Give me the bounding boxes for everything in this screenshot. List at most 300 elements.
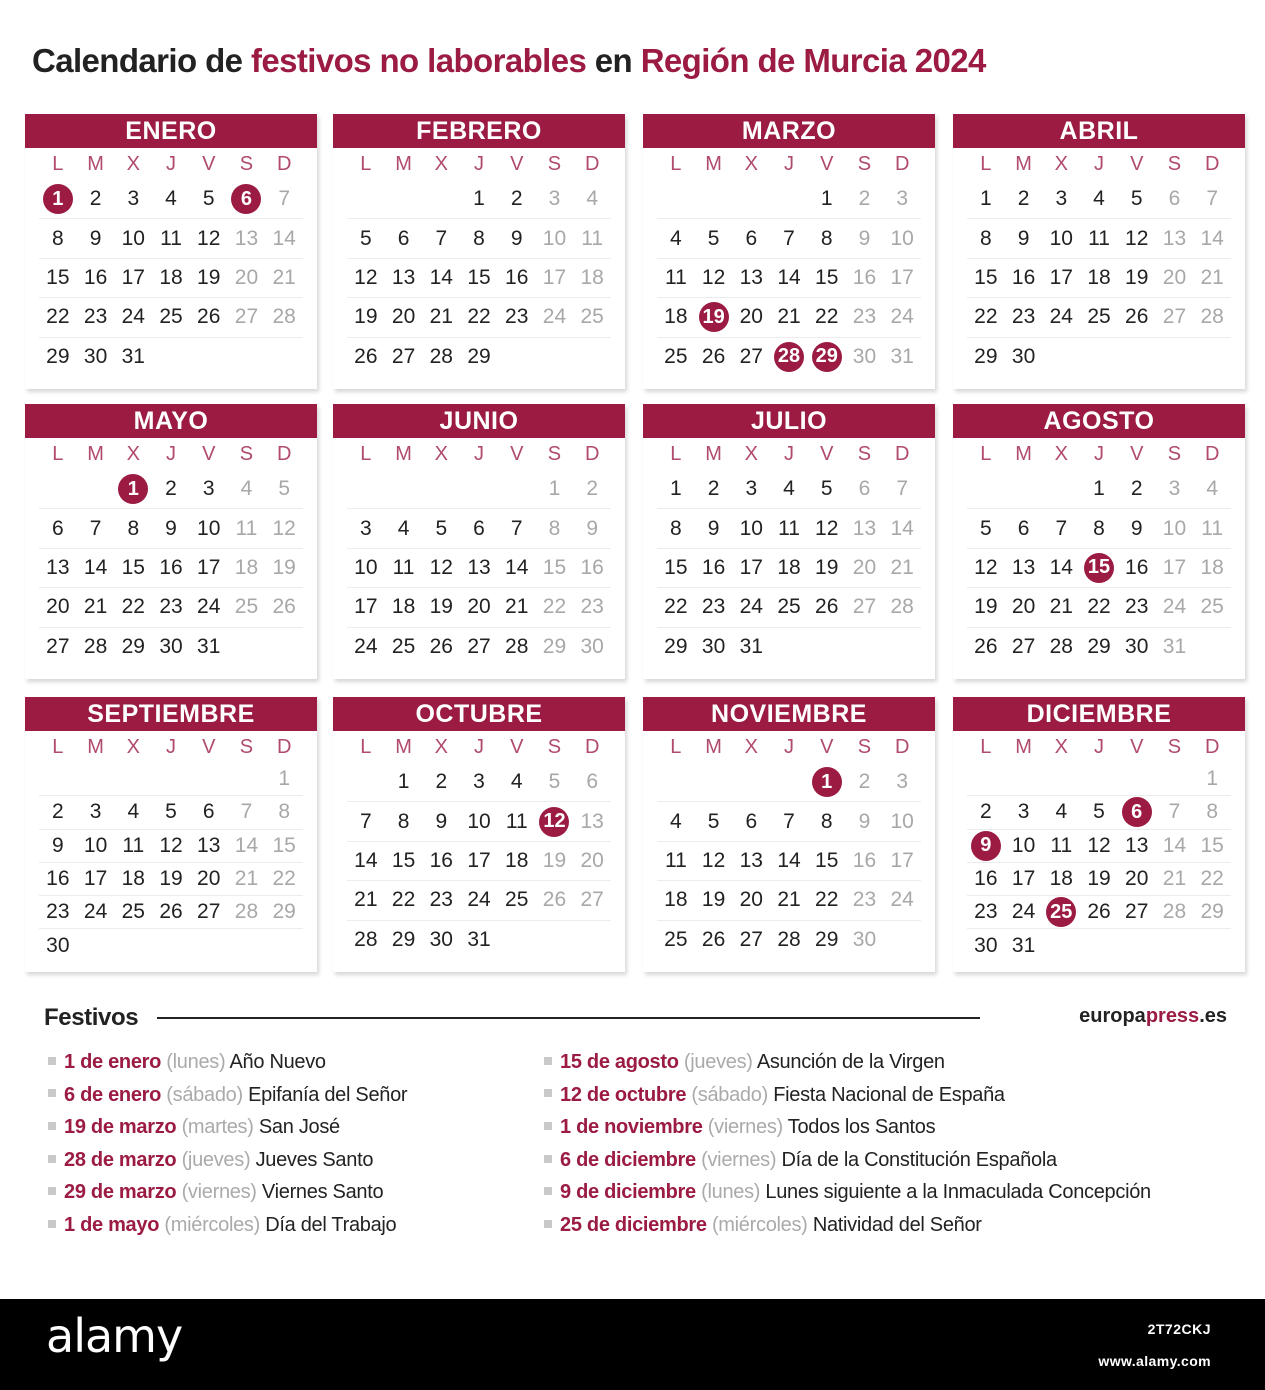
weekday-label: L [52,736,64,758]
empty-cell [1042,338,1080,376]
day-cell: 10 [467,809,491,833]
empty-cell [190,929,228,961]
empty-cell [228,763,266,795]
day-cell: 4 [510,770,523,794]
bullet-square-icon [544,1057,552,1065]
day-cell: 16 [159,555,183,579]
holiday-day [536,802,574,840]
weekday-label: V [820,736,834,758]
day-cell: 19 [701,888,726,912]
day-cell: 8 [670,516,682,540]
day-cell: 16 [974,867,998,891]
day-cell: 4 [397,516,410,540]
day-cell: 16 [580,555,604,579]
empty-cell [883,921,921,959]
holiday-date: 6 de diciembre [560,1148,696,1171]
bullet-square-icon [544,1089,552,1097]
week-row [39,338,303,376]
day-cell: 14 [505,555,529,579]
day-cell: 10 [83,833,108,857]
empty-cell [732,180,770,218]
month-octubre [333,697,625,972]
day-cell: 20 [234,265,259,289]
day-cell: 8 [473,226,485,250]
month-abril [953,114,1245,389]
brand-accent: press [1145,1005,1200,1027]
week-row [657,921,921,959]
day-cell: 19 [197,265,221,289]
empty-cell [1080,929,1118,961]
week-row [967,830,1231,863]
day-cell: 11 [664,265,687,289]
day-cell: 9 [52,833,64,857]
empty-cell [190,763,228,795]
day-cell: 27 [197,900,221,924]
day-cell: 3 [1168,477,1181,501]
day-cell: 4 [165,187,177,211]
week-row [39,259,303,298]
day-cell: 17 [890,848,914,872]
week-row [657,588,921,627]
day-cell: 11 [581,226,604,250]
day-cell: 15 [815,848,839,872]
day-cell: 23 [852,305,877,329]
weekday-label: S [857,736,872,758]
empty-cell [536,338,574,376]
day-cell: 24 [890,305,914,329]
weekday-label: V [1130,736,1144,758]
weekday-label: D [276,153,292,175]
holiday-day [39,180,77,218]
empty-cell [1118,763,1156,795]
day-cell: 6 [586,770,599,794]
day-cell: 5 [980,516,992,540]
day-cell: 13 [1162,226,1187,250]
day-cell: 7 [278,187,291,211]
holiday-weekday: (sábado) [686,1083,774,1106]
week-row [347,219,611,258]
weekday-label: S [239,153,254,175]
day-cell: 6 [1168,187,1181,211]
holiday-marker: 12 [539,807,569,837]
day-cell: 17 [1162,555,1187,579]
holiday-name: Fiesta Nacional de España [773,1083,1005,1106]
weekday-label: L [52,153,64,175]
empty-cell [1156,763,1194,795]
day-cell: 17 [467,848,491,872]
holiday-day [1042,896,1080,928]
empty-cell [347,180,385,218]
day-cell: 10 [354,555,378,579]
day-cell: 6 [473,516,485,540]
day-cell: 25 [664,344,688,368]
weekday-label: X [126,736,140,758]
holiday-name: Asunción de la Virgen [756,1051,945,1073]
empty-cell [1118,929,1156,961]
day-cell: 17 [1049,265,1073,289]
day-cell: 16 [505,265,529,289]
empty-cell [1080,338,1118,376]
holiday-item [48,1112,407,1145]
day-cell: 7 [435,226,448,250]
week-row [39,180,303,219]
weekday-header-row [657,731,921,763]
empty-cell [808,628,846,666]
day-cell: 11 [778,516,800,540]
day-cell: 29 [46,344,70,368]
empty-cell [1080,763,1118,795]
day-cell: 12 [354,265,378,289]
empty-cell [846,628,884,666]
week-row [657,219,921,258]
day-cell: 3 [1017,800,1030,824]
day-cell: 20 [739,888,763,912]
empty-cell [1042,470,1080,508]
day-cell: 18 [664,305,688,329]
empty-cell [77,470,115,508]
week-row [967,896,1231,929]
day-cell: 13 [467,555,491,579]
day-cell: 12 [429,555,453,579]
day-cell: 21 [890,555,914,579]
day-cell: 11 [505,809,528,833]
day-cell: 14 [429,265,453,289]
day-cell: 22 [542,595,567,619]
month-name: AGOSTO [953,404,1245,438]
weekday-label: L [52,443,64,465]
day-cell: 5 [820,477,833,501]
day-cell: 8 [820,226,833,250]
day-cell: 5 [435,516,448,540]
day-cell: 24 [739,595,763,619]
weekday-label: D [894,443,910,465]
day-cell: 10 [542,226,567,250]
month-name: OCTUBRE [333,697,625,731]
holiday-marker: 1 [118,474,148,504]
day-cell: 6 [1017,516,1030,540]
day-cell: 28 [234,900,259,924]
title-accent-region: Región de Murcia 2024 [640,42,986,79]
empty-cell [770,763,808,801]
day-cell: 29 [391,927,416,951]
holiday-weekday: (lunes) [695,1181,766,1204]
weekday-label: D [894,153,910,175]
day-cell: 20 [197,867,221,891]
weekday-label: D [584,443,600,465]
day-cell: 13 [391,265,416,289]
day-cell: 1 [1093,477,1105,501]
day-cell: 18 [234,555,259,579]
day-cell: 22 [467,305,491,329]
day-cell: 16 [429,848,453,872]
day-cell: 30 [83,344,108,368]
weekday-label: L [670,736,682,758]
day-cell: 21 [83,595,108,619]
week-row [657,842,921,881]
weekday-label: X [434,153,448,175]
title-part2: en [586,42,641,79]
day-cell: 27 [391,344,416,368]
holiday-name: Natividad del Señor [812,1213,982,1236]
day-cell: 23 [974,900,998,924]
day-cell: 15 [272,833,296,857]
day-cell: 26 [1125,305,1149,329]
weekday-label: D [1204,736,1220,758]
month-enero [25,114,317,389]
day-cell: 7 [1168,800,1181,824]
weekday-label: M [395,153,412,175]
day-cell: 9 [858,809,871,833]
empty-cell [1193,628,1231,666]
day-cell: 3 [360,516,372,540]
empty-cell [770,180,808,218]
day-cell: 8 [980,226,992,250]
day-cell: 25 [234,595,259,619]
day-cell: 14 [272,226,296,250]
day-cell: 2 [89,187,102,211]
day-cell: 11 [122,833,145,857]
day-cell: 1 [980,187,992,211]
weekday-label: S [1167,443,1182,465]
holiday-day [808,763,846,801]
empty-cell [770,628,808,666]
day-cell: 5 [202,187,215,211]
empty-cell [1156,338,1194,376]
weekday-label: X [434,443,448,465]
day-cell: 26 [701,927,726,951]
weekday-header-row [347,438,611,470]
week-row [347,588,611,627]
day-cell: 14 [1200,226,1224,250]
holiday-date: 1 de noviembre [560,1116,703,1139]
empty-cell [39,763,77,795]
day-cell: 9 [510,226,523,250]
weekday-label: J [474,736,485,758]
day-cell: 21 [272,265,296,289]
weekday-header-row [347,731,611,763]
empty-cell [152,929,190,961]
holiday-weekday: (lunes) [161,1051,230,1073]
week-row [39,549,303,588]
day-cell: 20 [580,848,604,872]
weekday-label: X [1054,736,1068,758]
day-cell: 8 [820,809,833,833]
weekday-label: M [1015,443,1032,465]
day-cell: 1 [397,770,410,794]
day-cell: 17 [542,265,567,289]
day-cell: 23 [429,888,453,912]
day-cell: 13 [1011,555,1036,579]
day-cell: 21 [429,305,453,329]
day-cell: 4 [783,477,795,501]
holiday-date: 6 de enero [64,1083,162,1106]
month-name: DICIEMBRE [953,697,1245,731]
day-cell: 21 [777,888,801,912]
day-cell: 28 [1162,900,1187,924]
month-febrero [333,114,625,389]
week-row [347,549,611,588]
day-cell: 24 [121,305,145,329]
week-row [657,470,921,509]
week-row [657,180,921,219]
month-name: JUNIO [333,404,625,438]
holiday-list-left [48,1047,407,1243]
empty-cell [967,470,1005,508]
day-cell: 30 [159,634,183,658]
day-cell: 29 [121,634,145,658]
empty-cell [573,921,611,959]
month-name: MAYO [25,404,317,438]
day-cell: 16 [852,265,877,289]
day-cell: 25 [777,595,801,619]
holiday-marker: 6 [231,184,261,214]
day-cell: 2 [1017,187,1030,211]
day-cell: 26 [272,595,296,619]
day-cell: 12 [974,555,998,579]
day-cell: 10 [197,516,221,540]
day-cell: 23 [505,305,529,329]
day-cell: 13 [852,516,877,540]
weekday-label: M [87,443,104,465]
day-cell: 27 [739,344,763,368]
bullet-square-icon [48,1220,56,1228]
holiday-marker: 29 [812,342,842,372]
day-cell: 21 [1200,265,1224,289]
holiday-date: 1 de enero [64,1051,162,1073]
day-cell: 8 [127,516,140,540]
day-cell: 15 [815,265,839,289]
day-cell: 21 [777,305,801,329]
day-cell: 31 [739,634,763,658]
empty-cell [228,929,266,961]
week-row [657,881,921,920]
day-cell: 11 [235,516,258,540]
weekday-label: D [894,736,910,758]
day-cell: 25 [159,305,183,329]
weekday-label: L [670,153,682,175]
holiday-marker: 19 [699,302,729,332]
day-cell: 24 [467,888,491,912]
day-cell: 16 [1011,265,1036,289]
day-cell: 27 [46,634,70,658]
day-cell: 4 [670,226,682,250]
day-cell: 22 [664,595,688,619]
week-row [347,628,611,666]
day-cell: 27 [234,305,259,329]
holiday-date: 25 de diciembre [560,1213,707,1236]
festivos-divider [157,1017,980,1019]
weekday-label: S [547,443,562,465]
day-cell: 1 [670,477,682,501]
weekday-label: V [510,736,524,758]
holiday-name: Epifanía del Señor [248,1083,408,1106]
holiday-name: Día de la Constitución Española [781,1148,1057,1171]
empty-cell [385,180,423,218]
day-cell: 4 [240,477,253,501]
holiday-weekday: (miércoles) [706,1213,813,1236]
day-cell: 9 [435,809,448,833]
day-cell: 17 [354,595,378,619]
week-row [347,802,611,841]
holiday-weekday: (miércoles) [159,1213,266,1236]
empty-cell [265,929,303,961]
day-cell: 6 [202,800,215,824]
day-cell: 8 [397,809,410,833]
day-cell: 31 [197,634,221,658]
holiday-weekday: (viernes) [695,1148,782,1171]
empty-cell [657,763,695,801]
day-cell: 13 [197,833,221,857]
day-cell: 27 [580,888,604,912]
day-cell: 3 [1055,187,1068,211]
month-name: FEBRERO [333,114,625,148]
week-row [39,830,303,863]
day-cell: 6 [52,516,64,540]
day-cell: 31 [1162,634,1187,658]
day-cell: 18 [159,265,183,289]
weekday-label: M [87,153,104,175]
empty-cell [498,470,536,508]
holiday-day [695,298,733,336]
weekday-header-row [967,438,1231,470]
day-cell: 25 [1087,305,1111,329]
day-cell: 15 [542,555,567,579]
month-mayo [25,404,317,679]
weekday-label: D [584,736,600,758]
weekday-label: M [87,736,104,758]
week-row [39,588,303,627]
day-cell: 11 [1201,516,1224,540]
weekday-label: J [784,153,795,175]
day-cell: 31 [467,927,491,951]
day-cell: 14 [1049,555,1073,579]
day-cell: 9 [858,226,871,250]
day-cell: 26 [354,344,378,368]
holiday-day [228,180,266,218]
day-cell: 14 [83,555,108,579]
day-cell: 11 [160,226,182,250]
day-cell: 24 [354,634,378,658]
empty-cell [39,470,77,508]
day-cell: 5 [548,770,561,794]
day-cell: 7 [510,516,523,540]
weekday-label: X [1054,153,1068,175]
day-cell: 12 [815,516,839,540]
empty-cell [1005,470,1043,508]
week-row [967,219,1231,258]
weekday-label: V [510,443,524,465]
day-cell: 27 [1011,634,1036,658]
empty-cell [114,929,152,961]
weekday-label: M [705,736,722,758]
day-cell: 7 [1206,187,1219,211]
day-cell: 30 [974,933,998,957]
day-cell: 25 [505,888,529,912]
day-cell: 14 [234,833,259,857]
day-cell: 25 [121,900,145,924]
month-name: ABRIL [953,114,1245,148]
holiday-marker: 28 [774,342,804,372]
day-cell: 16 [701,555,726,579]
day-cell: 30 [852,927,877,951]
day-cell: 12 [272,516,296,540]
month-junio [333,404,625,679]
day-cell: 22 [391,888,416,912]
day-cell: 3 [127,187,140,211]
week-row [347,842,611,881]
festivos-heading: Festivos [44,1004,139,1031]
day-cell: 19 [542,848,567,872]
